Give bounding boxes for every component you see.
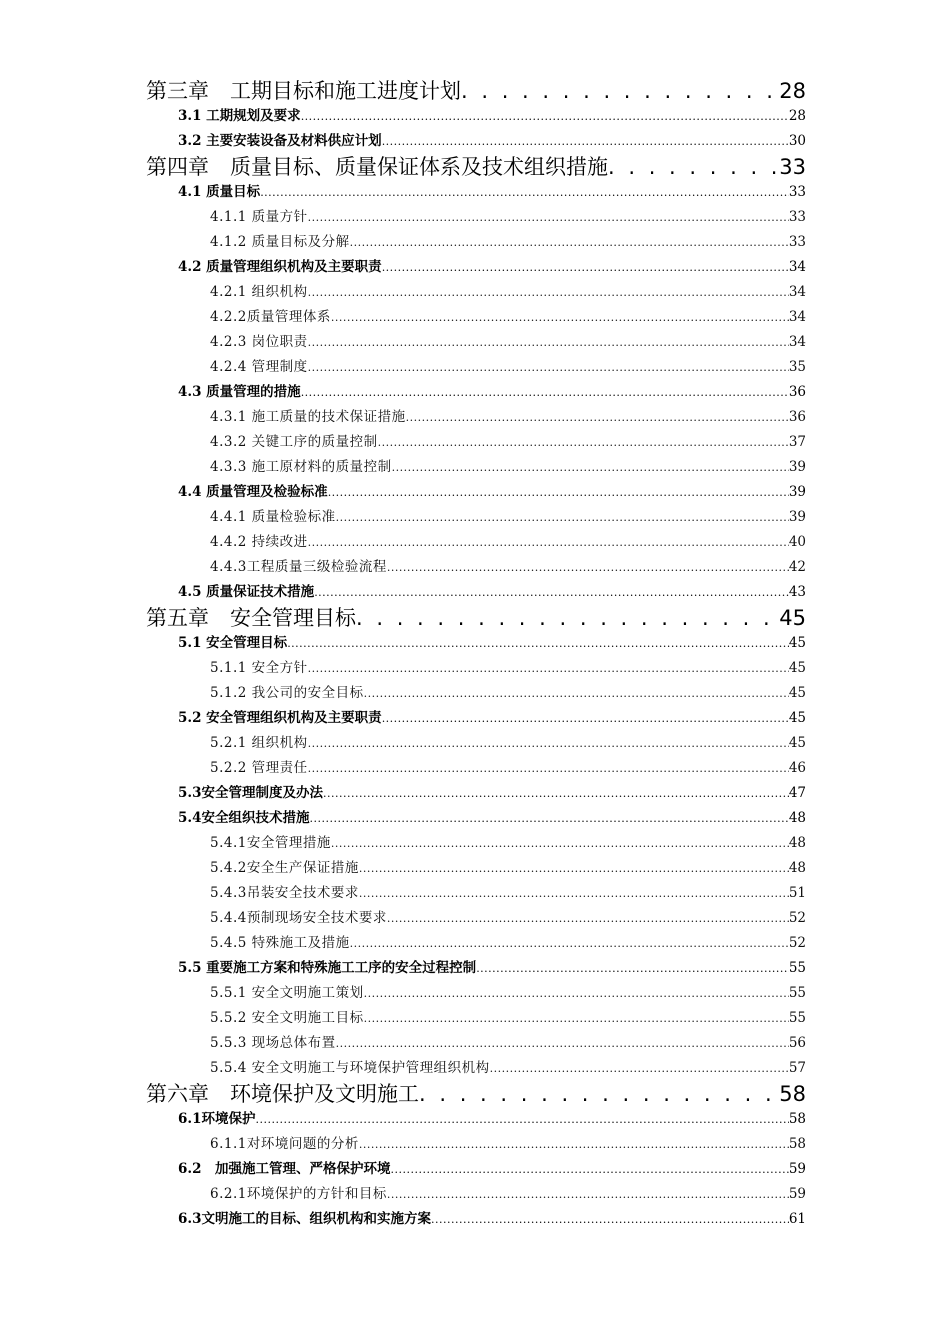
toc-entry-title: 5.1.2 我公司的安全目标 — [210, 685, 364, 701]
toc-section-entry[interactable] — [146, 480, 806, 505]
toc-page-number: 34 — [788, 334, 806, 350]
toc-page-number: 45 — [788, 735, 806, 751]
toc-entry-title: 4.2.1 组织机构 — [210, 284, 308, 300]
toc-page-number: 33 — [788, 209, 806, 225]
toc-section-entry[interactable] — [146, 104, 806, 129]
toc-entry-title: 5.2.1 组织机构 — [210, 735, 308, 751]
toc-entry-title: 4.5 质量保证技术措施 — [178, 584, 315, 600]
toc-leader-dots — [308, 530, 789, 555]
toc-leader-dots — [419, 1081, 779, 1107]
toc-subsection-entry[interactable] — [146, 881, 806, 906]
toc-entry-title: 4.1 质量目标 — [178, 184, 261, 200]
toc-entry-title: 5.3安全管理制度及办法 — [178, 785, 323, 801]
toc-entry-title: 4.4.2 持续改进 — [210, 534, 308, 550]
toc-page-number: 46 — [788, 760, 806, 776]
toc-subsection-entry[interactable] — [146, 756, 806, 781]
toc-leader-dots — [387, 555, 789, 580]
toc-leader-dots — [387, 906, 789, 931]
toc-entry-title: 4.2.3 岗位职责 — [210, 334, 308, 350]
toc-entry-title: 6.3文明施工的目标、组织机构和实施方案 — [178, 1211, 431, 1227]
toc-chapter-entry[interactable] — [146, 78, 806, 104]
toc-section-entry[interactable] — [146, 706, 806, 731]
toc-entry-title: 4.2 质量管理组织机构及主要职责 — [178, 259, 382, 275]
toc-leader-dots — [308, 205, 789, 230]
toc-leader-dots — [490, 1056, 789, 1081]
toc-page-number: 52 — [788, 910, 806, 926]
toc-entry-title: 5.4.2安全生产保证措施 — [210, 860, 359, 876]
toc-entry-title: 第五章 安全管理目标 — [146, 606, 356, 630]
toc-page-number: 48 — [788, 860, 806, 876]
toc-leader-dots — [331, 305, 789, 330]
toc-leader-dots — [406, 405, 789, 430]
toc-leader-dots — [431, 1207, 789, 1232]
toc-subsection-entry[interactable] — [146, 731, 806, 756]
toc-leader-dots — [364, 1006, 789, 1031]
toc-subsection-entry[interactable] — [146, 656, 806, 681]
toc-page-number: 45 — [788, 685, 806, 701]
toc-page-number: 45 — [788, 635, 806, 651]
toc-leader-dots — [608, 154, 779, 180]
toc-subsection-entry[interactable] — [146, 1056, 806, 1081]
toc-leader-dots — [378, 430, 789, 455]
toc-leader-dots — [364, 981, 789, 1006]
toc-entry-title: 4.3.3 施工原材料的质量控制 — [210, 459, 392, 475]
toc-page-number: 56 — [788, 1035, 806, 1051]
toc-page-number: 57 — [788, 1060, 806, 1076]
toc-section-entry[interactable] — [146, 1107, 806, 1132]
toc-entry-title: 6.2 加强施工管理、严格保护环境 — [178, 1161, 391, 1177]
toc-section-entry[interactable] — [146, 129, 806, 154]
toc-entry-title: 4.3 质量管理的措施 — [178, 384, 301, 400]
toc-entry-title: 5.4.4预制现场安全技术要求 — [210, 910, 387, 926]
toc-entry-title: 4.1.2 质量目标及分解 — [210, 234, 350, 250]
toc-chapter-entry[interactable] — [146, 1081, 806, 1107]
toc-subsection-entry[interactable] — [146, 1031, 806, 1056]
toc-entry-title: 4.2.4 管理制度 — [210, 359, 308, 375]
toc-leader-dots — [382, 255, 789, 280]
toc-entry-title: 第六章 环境保护及文明施工 — [146, 1082, 419, 1106]
toc-entry-title: 5.5.3 现场总体布置 — [210, 1035, 336, 1051]
toc-subsection-entry[interactable] — [146, 1006, 806, 1031]
toc-leader-dots — [301, 104, 789, 129]
toc-leader-dots — [308, 756, 789, 781]
toc-page-number: 58 — [788, 1111, 806, 1127]
toc-section-entry[interactable] — [146, 1157, 806, 1182]
toc-page-number: 45 — [779, 606, 806, 630]
toc-leader-dots — [256, 1107, 789, 1132]
toc-subsection-entry[interactable] — [146, 330, 806, 355]
toc-subsection-entry[interactable] — [146, 856, 806, 881]
toc-entry-title: 6.1.1对环境问题的分析 — [210, 1136, 359, 1152]
toc-page-number: 40 — [788, 534, 806, 550]
toc-leader-dots — [359, 856, 789, 881]
toc-page-number: 55 — [788, 1010, 806, 1026]
toc-leader-dots — [328, 480, 789, 505]
toc-entry-title: 第四章 质量目标、质量保证体系及技术组织措施 — [146, 155, 608, 179]
toc-leader-dots — [461, 78, 779, 104]
toc-page-number: 33 — [788, 184, 806, 200]
toc-page-number: 61 — [788, 1211, 806, 1227]
toc-page-number: 39 — [788, 484, 806, 500]
toc-subsection-entry[interactable] — [146, 1132, 806, 1157]
toc-entry-title: 5.1.1 安全方针 — [210, 660, 308, 676]
toc-leader-dots — [314, 580, 789, 605]
toc-page-number: 59 — [788, 1161, 806, 1177]
toc-entry-title: 4.3.1 施工质量的技术保证措施 — [210, 409, 406, 425]
toc-page-number: 59 — [788, 1186, 806, 1202]
toc-entry-title: 6.1环境保护 — [178, 1111, 256, 1127]
toc-section-entry[interactable] — [146, 781, 806, 806]
toc-leader-dots — [308, 656, 789, 681]
toc-leader-dots — [260, 180, 789, 205]
toc-entry-title: 第三章 工期目标和施工进度计划 — [146, 79, 461, 103]
toc-leader-dots — [301, 380, 789, 405]
toc-subsection-entry[interactable] — [146, 205, 806, 230]
toc-subsection-entry[interactable] — [146, 230, 806, 255]
toc-page-number: 55 — [788, 985, 806, 1001]
toc-leader-dots — [350, 230, 789, 255]
toc-page-number: 35 — [788, 359, 806, 375]
toc-leader-dots — [382, 706, 789, 731]
toc-entry-title: 4.4 质量管理及检验标准 — [178, 484, 328, 500]
toc-entry-title: 4.3.2 关键工序的质量控制 — [210, 434, 378, 450]
toc-subsection-entry[interactable] — [146, 505, 806, 530]
toc-leader-dots — [350, 931, 789, 956]
toc-entry-title: 5.2 安全管理组织机构及主要职责 — [178, 710, 382, 726]
toc-subsection-entry[interactable] — [146, 280, 806, 305]
toc-section-entry[interactable] — [146, 180, 806, 205]
toc-entry-title: 5.4.5 特殊施工及措施 — [210, 935, 350, 951]
toc-leader-dots — [359, 1132, 789, 1157]
toc-page-number: 36 — [788, 409, 806, 425]
toc-leader-dots — [364, 681, 789, 706]
toc-entry-title: 5.4.3吊装安全技术要求 — [210, 885, 359, 901]
toc-chapter-entry[interactable] — [146, 605, 806, 631]
toc-leader-dots — [392, 455, 789, 480]
toc-page-number: 51 — [788, 885, 806, 901]
toc-subsection-entry[interactable] — [146, 305, 806, 330]
toc-entry-title: 5.5.4 安全文明施工与环境保护管理组织机构 — [210, 1060, 490, 1076]
toc-subsection-entry[interactable] — [146, 681, 806, 706]
toc-entry-title: 5.1 安全管理目标 — [178, 635, 288, 651]
toc-entry-title: 6.2.1环境保护的方针和目标 — [210, 1186, 387, 1202]
toc-page-number: 42 — [788, 559, 806, 575]
toc-subsection-entry[interactable] — [146, 555, 806, 580]
toc-subsection-entry[interactable] — [146, 355, 806, 380]
toc-entry-title: 5.4安全组织技术措施 — [178, 810, 310, 826]
toc-subsection-entry[interactable] — [146, 906, 806, 931]
toc-entry-title: 5.2.2 管理责任 — [210, 760, 308, 776]
toc-leader-dots — [331, 831, 789, 856]
toc-leader-dots — [308, 330, 789, 355]
toc-page-number: 28 — [788, 108, 806, 124]
toc-leader-dots — [336, 1031, 789, 1056]
toc-entry-title: 4.1.1 质量方针 — [210, 209, 308, 225]
toc-section-entry[interactable] — [146, 1207, 806, 1232]
toc-entry-title: 3.2 主要安装设备及材料供应计划 — [178, 133, 382, 149]
toc-leader-dots — [323, 781, 789, 806]
toc-entry-title: 5.5.1 安全文明施工策划 — [210, 985, 364, 1001]
toc-page-number: 45 — [788, 660, 806, 676]
toc-page-number: 37 — [788, 434, 806, 450]
toc-page-number: 47 — [788, 785, 806, 801]
toc-chapter-entry[interactable] — [146, 154, 806, 180]
toc-page-number: 34 — [788, 284, 806, 300]
toc-page-number: 48 — [788, 810, 806, 826]
toc-leader-dots — [356, 605, 779, 631]
toc-page-number: 36 — [788, 384, 806, 400]
toc-page-number: 58 — [788, 1136, 806, 1152]
toc-page-number: 55 — [788, 960, 806, 976]
toc-section-entry[interactable] — [146, 255, 806, 280]
toc-page-number: 33 — [788, 234, 806, 250]
toc-entry-title: 5.5 重要施工方案和特殊施工工序的安全过程控制 — [178, 960, 477, 976]
toc-section-entry[interactable] — [146, 380, 806, 405]
toc-page-number: 28 — [779, 79, 806, 103]
toc-leader-dots — [391, 1157, 789, 1182]
toc-page-number: 33 — [779, 155, 806, 179]
toc-page-number: 30 — [788, 133, 806, 149]
toc-leader-dots — [476, 956, 789, 981]
toc-entry-title: 4.2.2质量管理体系 — [210, 309, 331, 325]
toc-subsection-entry[interactable] — [146, 831, 806, 856]
toc-leader-dots — [287, 631, 789, 656]
toc-section-entry[interactable] — [146, 956, 806, 981]
toc-entry-title: 5.5.2 安全文明施工目标 — [210, 1010, 364, 1026]
toc-subsection-entry[interactable] — [146, 430, 806, 455]
table-of-contents — [146, 78, 806, 1232]
toc-entry-title: 3.1 工期规划及要求 — [178, 108, 301, 124]
toc-page-number: 43 — [788, 584, 806, 600]
toc-entry-title: 4.4.3工程质量三级检验流程 — [210, 559, 387, 575]
toc-leader-dots — [336, 505, 789, 530]
toc-subsection-entry[interactable] — [146, 981, 806, 1006]
toc-page-number: 45 — [788, 710, 806, 726]
toc-subsection-entry[interactable] — [146, 530, 806, 555]
toc-subsection-entry[interactable] — [146, 405, 806, 430]
toc-leader-dots — [308, 280, 789, 305]
toc-leader-dots — [308, 355, 789, 380]
toc-section-entry[interactable] — [146, 580, 806, 605]
toc-page-number: 58 — [779, 1082, 806, 1106]
toc-entry-title: 4.4.1 质量检验标准 — [210, 509, 336, 525]
toc-subsection-entry[interactable] — [146, 931, 806, 956]
toc-leader-dots — [308, 731, 789, 756]
toc-subsection-entry[interactable] — [146, 1182, 806, 1207]
toc-leader-dots — [387, 1182, 789, 1207]
toc-leader-dots — [310, 806, 789, 831]
toc-page-number: 39 — [788, 459, 806, 475]
toc-page-number: 34 — [788, 309, 806, 325]
toc-page-number: 48 — [788, 835, 806, 851]
toc-section-entry[interactable] — [146, 806, 806, 831]
toc-subsection-entry[interactable] — [146, 455, 806, 480]
toc-page-number: 52 — [788, 935, 806, 951]
toc-page-number: 34 — [788, 259, 806, 275]
toc-leader-dots — [359, 881, 789, 906]
toc-entry-title: 5.4.1安全管理措施 — [210, 835, 331, 851]
toc-page-number: 39 — [788, 509, 806, 525]
toc-section-entry[interactable] — [146, 631, 806, 656]
toc-leader-dots — [382, 129, 789, 154]
